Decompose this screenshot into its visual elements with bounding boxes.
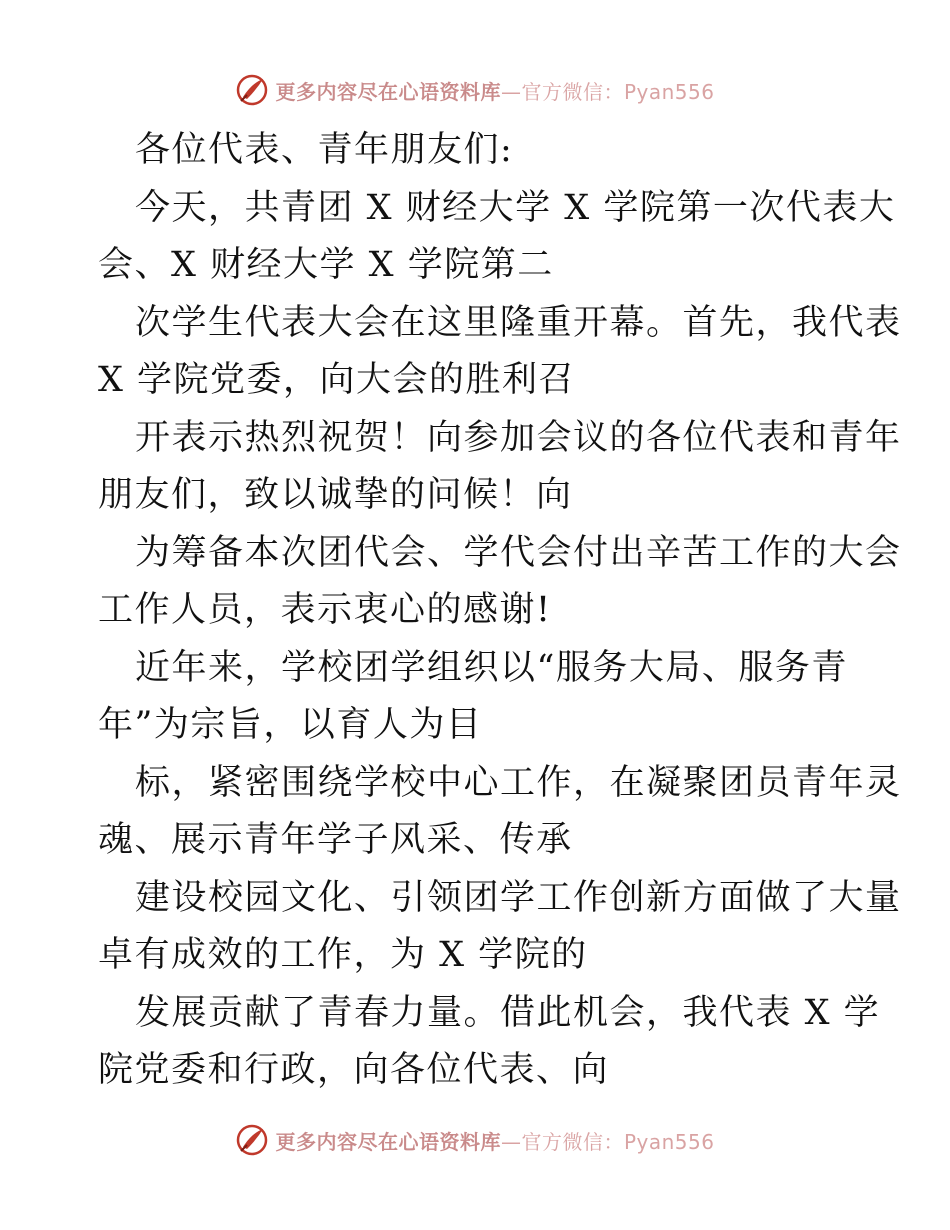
text-line: 院党委和行政，向各位代表、向 [98, 1050, 610, 1090]
text-line: X 学院党委，向大会的胜利召 [98, 360, 576, 400]
red-quill-logo-icon [235, 1123, 269, 1157]
text-line: 标，紧密围绕学校中心工作，在凝聚团员青年灵 [135, 762, 902, 803]
text-line: 会、X 财经大学 X 学院第二 [98, 245, 554, 285]
text-line: 各位代表、青年朋友们: [135, 130, 514, 170]
text-line: 开表示热烈祝贺！向参加会议的各位代表和青年 [135, 417, 902, 458]
text-line: 年”为宗旨，以育人为目 [98, 705, 483, 745]
text-line: 卓有成效的工作，为 X 学院的 [98, 935, 588, 975]
text-line: 近年来，学校团学组织以“服务大局、服务青 [135, 647, 848, 688]
text-line: 工作人员，表示衷心的感谢! [98, 590, 552, 630]
text-line: 次学生代表大会在这里隆重开幕。首先，我代表 [135, 302, 902, 343]
text-line: 朋友们，致以诚挚的问候！向 [98, 475, 573, 515]
header-watermark-banner [0, 70, 950, 110]
text-line: 发展贡献了青春力量。借此机会，我代表 X 学 [135, 992, 881, 1033]
footer-watermark-banner [0, 1120, 950, 1160]
document-body [98, 122, 902, 1100]
red-quill-logo-icon [235, 73, 269, 107]
text-line: 为筹备本次团代会、学代会付出辛苦工作的大会 [135, 532, 902, 573]
text-line: 魂、展示青年学子风采、传承 [98, 820, 573, 860]
banner-text: 更多内容尽在心语资料库—官方微信：Pyan556 [275, 79, 715, 104]
text-line: 今天，共青团 X 财经大学 X 学院第一次代表大 [135, 187, 896, 228]
text-line: 建设校园文化、引领团学工作创新方面做了大量 [135, 877, 902, 918]
banner-text: 更多内容尽在心语资料库—官方微信：Pyan556 [275, 1129, 715, 1154]
